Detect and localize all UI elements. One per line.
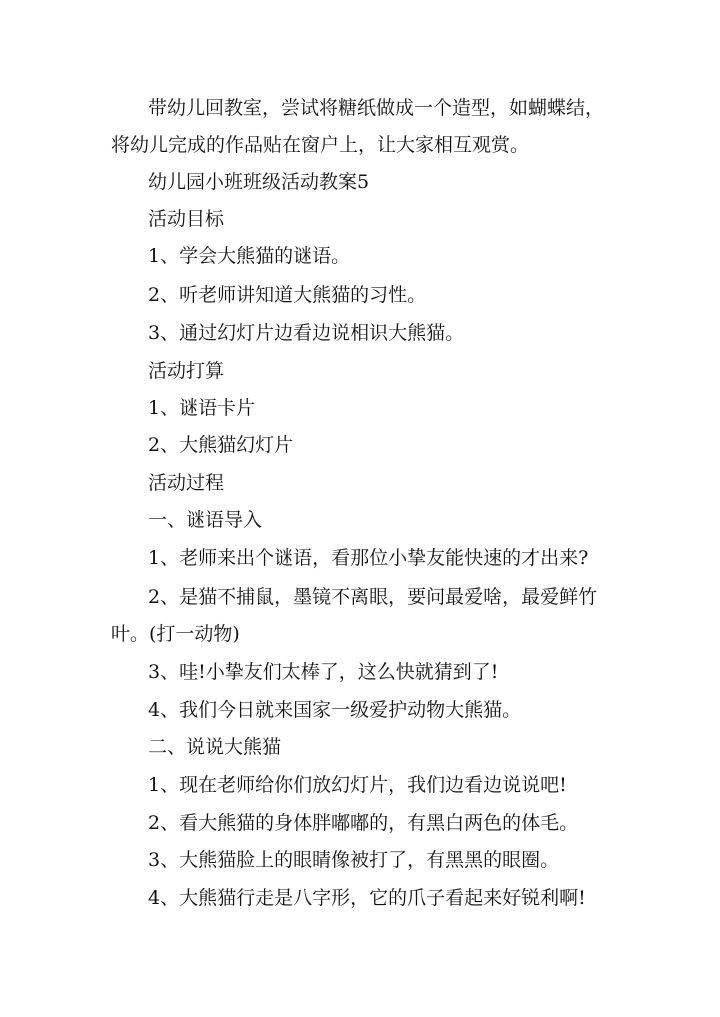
subsection-heading: 一、谜语导入 bbox=[148, 509, 263, 531]
list-item: 1、学会大熊猫的谜语。 bbox=[148, 245, 351, 267]
paragraph-line: 将幼儿完成的作品贴在窗户上，让大家相互观赏。 bbox=[111, 134, 530, 156]
section-heading: 活动打算 bbox=[148, 360, 225, 382]
subsection-heading: 二、说说大熊猫 bbox=[148, 736, 282, 758]
list-item: 3、通过幻灯片边看边说相识大熊猫。 bbox=[148, 322, 465, 344]
list-item: 1、老师来出个谜语，看那位小挚友能快速的才出来? bbox=[148, 547, 589, 569]
list-item: 4、大熊猫行走是八字形，它的爪子看起来好锐利啊! bbox=[148, 887, 586, 909]
list-item: 3、大熊猫脸上的眼睛像被打了，有黑黑的眼圈。 bbox=[148, 849, 560, 871]
list-item: 2、听老师讲知道大熊猫的习性。 bbox=[148, 284, 427, 306]
section-title: 幼儿园小班班级活动教案5 bbox=[148, 171, 370, 193]
list-item: 2、看大熊猫的身体胖嘟嘟的，有黑白两色的体毛。 bbox=[148, 812, 579, 834]
section-heading: 活动目标 bbox=[148, 208, 225, 230]
paragraph-line: 叶。(打一动物) bbox=[111, 623, 240, 645]
list-item: 3、哇!小挚友们太棒了，这么快就猜到了! bbox=[148, 661, 499, 683]
list-item: 2、大熊猫幻灯片 bbox=[148, 434, 294, 456]
list-item: 4、我们今日就来国家一级爱护动物大熊猫。 bbox=[148, 699, 522, 721]
list-item: 2、是猫不捕鼠，墨镜不离眼，要问最爱啥，最爱鲜竹 bbox=[148, 586, 598, 608]
list-item: 1、现在老师给你们放幻灯片，我们边看边说说吧! bbox=[148, 774, 567, 796]
list-item: 1、谜语卡片 bbox=[148, 397, 256, 419]
paragraph-line: 带幼儿回教室，尝试将糖纸做成一个造型，如蝴蝶结， bbox=[148, 97, 605, 119]
section-heading: 活动过程 bbox=[148, 472, 225, 494]
